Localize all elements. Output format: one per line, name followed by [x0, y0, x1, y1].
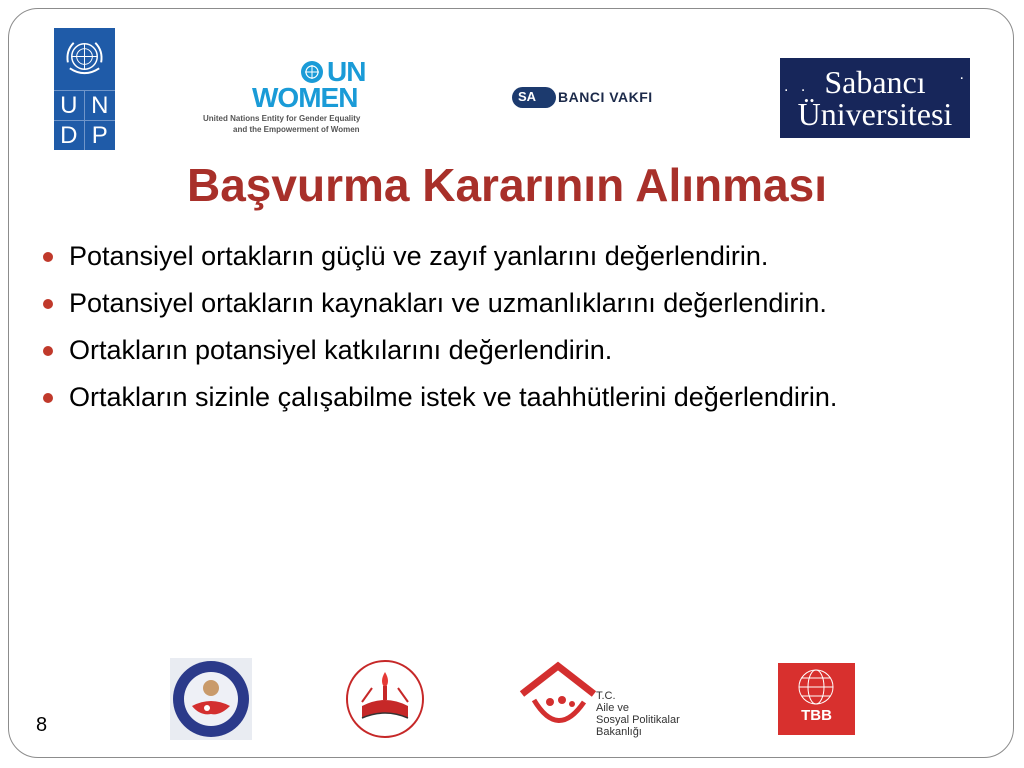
sabanci-vakfi-text: BANCI VAKFI [558, 89, 653, 105]
bullet-list [40, 238, 988, 426]
sabanci-vakfi-logo [512, 86, 704, 110]
undp-logo [54, 28, 115, 150]
bullet-text: Ortakların sizinle çalışabilme istek ve taahhütlerini değerlendirin. [69, 382, 838, 412]
un-women-logo [200, 58, 375, 140]
icisleri-bakanligi-logo-icon [170, 658, 252, 740]
bullet-dot-icon [43, 252, 53, 262]
milli-egitim-bakanligi-logo-icon [344, 658, 426, 740]
bullet-dot-icon [43, 299, 53, 309]
bullet-item [40, 285, 988, 321]
bullet-item [40, 379, 988, 415]
bullet-dot-icon [43, 346, 53, 356]
tbb-text: TBB [801, 707, 832, 724]
un-women-women-text: WOMEN [252, 82, 358, 113]
page-number: 8 [36, 714, 48, 736]
bullet-item [40, 332, 988, 368]
undp-letter: P [85, 120, 116, 150]
undp-letter: N [85, 90, 116, 120]
sabanci-vakfi-mark-icon [512, 87, 556, 108]
aile-bakanligi-text: Bakanlığı [596, 726, 642, 738]
aile-bakanligi-text: Sosyal Politikalar [596, 714, 680, 726]
logo-dots-icon: . . [784, 78, 810, 95]
sabanci-universitesi-line1: Sabancı [824, 64, 926, 100]
logo-dots-icon: . [959, 66, 964, 83]
bullet-text: Ortakların potansiyel katkılarını değerlendirin. [69, 335, 613, 365]
bullet-dot-icon [43, 393, 53, 403]
undp-letter: U [54, 90, 85, 120]
aile-bakanligi-emblem-icon [518, 660, 596, 740]
bullet-text: Potansiyel ortakların güçlü ve zayıf yanlarını değerlendirin. [69, 241, 769, 271]
un-emblem-icon [60, 33, 109, 82]
bullet-text: Potansiyel ortakların kaynakları ve uzmanlıklarını değerlendirin. [69, 288, 827, 318]
aile-bakanligi-logo [518, 660, 688, 740]
sabanci-universitesi-logo [780, 58, 970, 138]
aile-bakanligi-text: Aile ve [596, 702, 630, 714]
slide-title: Başvurma Kararının Alınması [187, 159, 827, 211]
un-women-subtitle: United Nations Entity for Gender Equality [203, 114, 361, 123]
un-women-subtitle: and the Empowerment of Women [233, 125, 360, 134]
tbb-logo [778, 663, 855, 735]
tbb-globe-icon [778, 663, 855, 707]
sabanci-vakfi-mark-text: SA [518, 89, 537, 104]
un-women-un-text: UN [327, 56, 366, 87]
aile-bakanligi-text: T.C. [596, 690, 616, 702]
undp-letter: D [54, 120, 85, 150]
bullet-item [40, 238, 988, 274]
un-emblem-icon [300, 60, 324, 84]
sabanci-universitesi-line2: Üniversitesi [797, 96, 953, 132]
